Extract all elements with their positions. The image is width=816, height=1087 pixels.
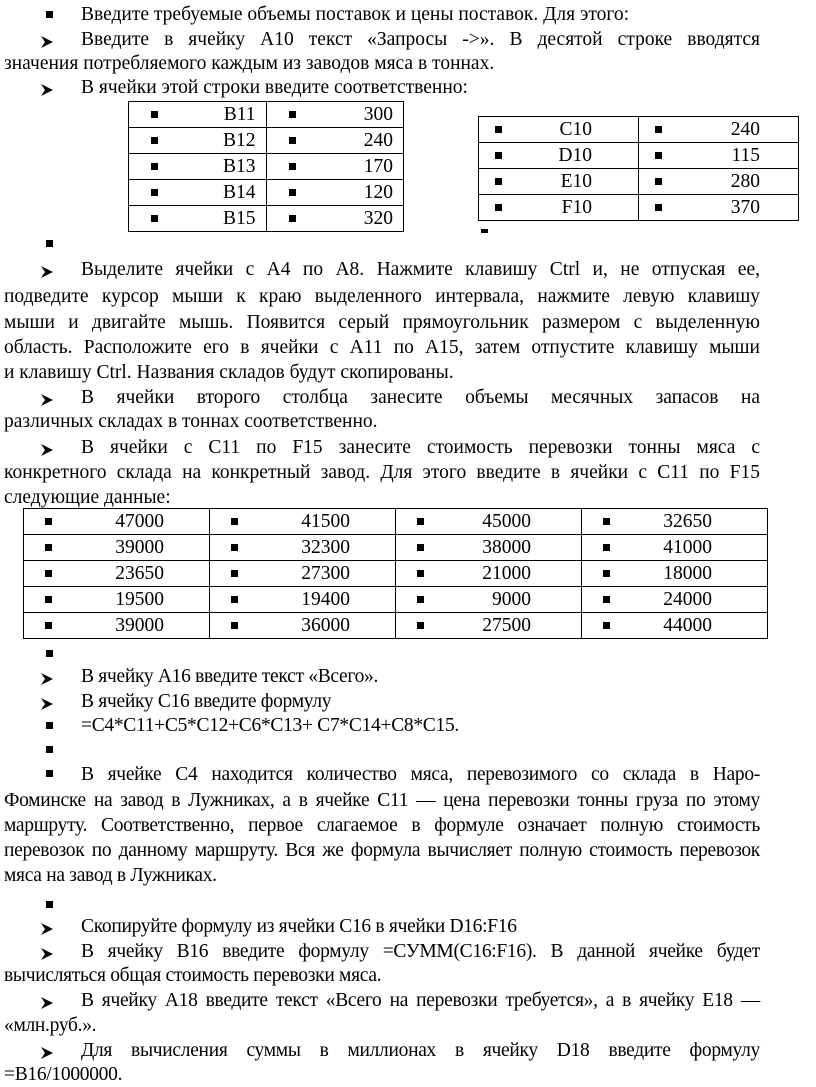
table-cell (129, 154, 267, 180)
arrow-bullet-icon (40, 443, 54, 457)
arrow-bullet-icon (40, 996, 54, 1010)
table-row (479, 169, 799, 195)
square-bullet-icon (46, 11, 53, 18)
para-c4-line5: мяса на завод в Лужниках. (4, 865, 217, 886)
square-bullet-icon (417, 518, 424, 525)
square-bullet-icon (481, 229, 488, 233)
square-bullet-icon (46, 901, 53, 908)
square-bullet-icon (495, 204, 502, 211)
line-intro: Введите требуемые объемы поставок и цены поставок. Для этого: (81, 4, 630, 25)
table-row (479, 143, 799, 169)
square-bullet-icon (45, 570, 52, 577)
para-costs-line3: следующие данные: (4, 487, 171, 508)
arrow-bullet-icon (40, 265, 54, 279)
table-cell (479, 195, 639, 221)
cell-value: 19400 (301, 589, 350, 610)
para-costs-line1: В ячейки с C11 по F15 занесите стоимость перевозки тонны мяса с (81, 437, 760, 458)
table-cell (639, 169, 799, 195)
cell-value: F10 (561, 197, 592, 218)
cell-value: D10 (558, 145, 592, 166)
para-a10-line1: Введите в ячейку A10 текст «Запросы ->». В десятой строке вводятся (81, 29, 760, 50)
square-bullet-icon (151, 163, 158, 170)
table-cell (479, 169, 639, 195)
table-cell (396, 535, 582, 561)
cell-value: 41500 (301, 511, 350, 532)
para-select-line5: и клавишу Ctrl. Названия складов будут скопированы. (4, 362, 454, 383)
square-bullet-icon (231, 596, 238, 603)
cell-value: 44000 (663, 615, 712, 636)
table-row (129, 102, 404, 128)
table-cell (639, 195, 799, 221)
square-bullet-icon (603, 518, 610, 525)
table-cell (24, 613, 210, 639)
table-b-cells (128, 101, 404, 232)
para-b16-line1: В ячейку B16 введите формулу =СУММ(C16:F16). В данной ячейке будет (81, 941, 760, 962)
table-cell (210, 587, 396, 613)
table-cell (266, 154, 404, 180)
square-bullet-icon (46, 650, 53, 657)
cell-value: C10 (559, 119, 592, 140)
para-c4-line4: перевозок по данному маршруту. Вся же формула вычисляет полную стоимость перевозок (4, 840, 760, 861)
square-bullet-icon (289, 137, 296, 144)
square-bullet-icon (151, 215, 158, 222)
table-cell (582, 587, 768, 613)
cell-value: B12 (222, 130, 256, 151)
table-row (129, 128, 404, 154)
square-bullet-icon (655, 204, 662, 211)
table-cost-cells (23, 508, 768, 639)
cell-value: 170 (363, 156, 393, 177)
table-cell (582, 509, 768, 535)
para-select-line1: Выделите ячейки с A4 по A8. Нажмите клавишу Ctrl и, не отпуская ее, (81, 259, 760, 280)
cell-value: 21000 (482, 563, 531, 584)
table-cell (266, 128, 404, 154)
square-bullet-icon (151, 137, 158, 144)
square-bullet-icon (495, 152, 502, 159)
table-cell (266, 102, 404, 128)
table-cell (396, 587, 582, 613)
cell-value: 36000 (301, 615, 350, 636)
table-row (129, 180, 404, 206)
square-bullet-icon (417, 596, 424, 603)
para-d18-line2: =B16/1000000. (4, 1064, 123, 1085)
square-bullet-icon (603, 570, 610, 577)
table-row (24, 509, 768, 535)
cell-value: B13 (222, 156, 256, 177)
table-row (479, 117, 799, 143)
square-bullet-icon (289, 215, 296, 222)
cell-value: 370 (730, 197, 760, 218)
cell-value: B14 (222, 182, 256, 203)
cell-value: 120 (363, 182, 393, 203)
table-cell (266, 206, 404, 232)
cell-value: 27500 (482, 615, 531, 636)
cell-value: 280 (730, 171, 760, 192)
para-c4-line3: маршруту. Соответственно, первое слагаемое в формуле означает полную стоимость (4, 815, 760, 836)
para-a18-line1: В ячейку A18 введите текст «Всего на перевозки требуется», а в ячейку E18 — (81, 990, 760, 1011)
cell-value: 39000 (115, 537, 164, 558)
table-row (24, 613, 768, 639)
table-cell (639, 143, 799, 169)
cell-value: 39000 (115, 615, 164, 636)
table-cell (582, 535, 768, 561)
para-copy-formula: Скопируйте формулу из ячейки C16 в ячейки D16:F16 (81, 916, 517, 937)
arrow-bullet-icon (40, 1046, 54, 1060)
cell-value: 41000 (663, 537, 712, 558)
cell-value: 320 (363, 208, 393, 229)
square-bullet-icon (231, 544, 238, 551)
square-bullet-icon (45, 596, 52, 603)
square-bullet-icon (231, 570, 238, 577)
square-bullet-icon (151, 189, 158, 196)
square-bullet-icon (289, 111, 296, 118)
table-cell (24, 535, 210, 561)
cell-value: 45000 (482, 511, 531, 532)
square-bullet-icon (417, 544, 424, 551)
square-bullet-icon (495, 178, 502, 185)
square-bullet-icon (231, 622, 238, 629)
arrow-bullet-icon (40, 35, 54, 49)
para-costs-line2: конкретного склада на конкретный завод. Для этого введите в ячейки с C11 по F15 (4, 462, 760, 483)
cell-value: 27300 (301, 563, 350, 584)
para-second-column-line2: различных складах в тоннах соответственно. (4, 411, 378, 432)
table-cell (582, 613, 768, 639)
arrow-bullet-icon (40, 393, 54, 407)
table-row (24, 587, 768, 613)
cell-value: 23650 (115, 563, 164, 584)
cell-value: B15 (222, 208, 256, 229)
table-row (479, 195, 799, 221)
table-cell (396, 561, 582, 587)
cell-value: 32300 (301, 537, 350, 558)
table-cell (24, 561, 210, 587)
square-bullet-icon (289, 189, 296, 196)
cell-value: 240 (363, 130, 393, 151)
cell-value: 115 (731, 145, 760, 166)
formula-c16: =C4*C11+C5*C12+C6*C13+ C7*C14+C8*C15. (81, 715, 459, 736)
arrow-bullet-icon (40, 83, 54, 97)
table-cell (266, 180, 404, 206)
square-bullet-icon (46, 240, 53, 247)
square-bullet-icon (231, 518, 238, 525)
square-bullet-icon (46, 722, 53, 729)
cell-value: 24000 (663, 589, 712, 610)
square-bullet-icon (655, 152, 662, 159)
table-cell (582, 561, 768, 587)
para-a18-line2: «млн.руб.». (4, 1015, 97, 1036)
cell-value: 18000 (663, 563, 712, 584)
table-cell (129, 180, 267, 206)
square-bullet-icon (45, 544, 52, 551)
square-bullet-icon (46, 746, 53, 753)
cell-value: 47000 (115, 511, 164, 532)
square-bullet-icon (495, 126, 502, 133)
square-bullet-icon (655, 178, 662, 185)
square-bullet-icon (289, 163, 296, 170)
arrow-bullet-icon (40, 697, 54, 711)
cell-value: 19500 (115, 589, 164, 610)
table-cell (639, 117, 799, 143)
square-bullet-icon (45, 622, 52, 629)
square-bullet-icon (417, 570, 424, 577)
square-bullet-icon (151, 111, 158, 118)
table-cell (210, 509, 396, 535)
table-row (24, 561, 768, 587)
table-cell (24, 509, 210, 535)
para-c4-line1: В ячейке C4 находится количество мяса, перевозимого со склада в Наро- (81, 764, 760, 785)
para-d18-line1: Для вычисления суммы в миллионах в ячейку D18 введите формулу (81, 1040, 760, 1061)
arrow-bullet-icon (40, 922, 54, 936)
table-cell (24, 587, 210, 613)
square-bullet-icon (417, 622, 424, 629)
square-bullet-icon (603, 544, 610, 551)
table-cell (129, 102, 267, 128)
cell-value: 9000 (492, 589, 531, 610)
para-select-line4: область. Расположите его в ячейки с A11 по A15, затем отпустите клавишу мыши (4, 337, 760, 358)
table-cell (210, 561, 396, 587)
para-a16: В ячейку A16 введите текст «Всего». (81, 666, 379, 687)
square-bullet-icon (45, 518, 52, 525)
square-bullet-icon (46, 770, 53, 777)
table-cell (210, 535, 396, 561)
arrow-bullet-icon (40, 672, 54, 686)
table-cell (210, 613, 396, 639)
para-b16-line2: вычисляться общая стоимость перевозки мяса. (4, 965, 382, 986)
table-c-cells (478, 116, 799, 221)
cell-value: 300 (363, 104, 393, 125)
table-cell (129, 206, 267, 232)
cell-value: B11 (223, 104, 256, 125)
para-a10-line2: значения потребляемого каждым из заводов мяса в тоннах. (4, 53, 495, 74)
table-cell (396, 613, 582, 639)
table-row (129, 206, 404, 232)
table-cell (479, 143, 639, 169)
table-row (129, 154, 404, 180)
table-cell (396, 509, 582, 535)
square-bullet-icon (603, 622, 610, 629)
cell-value: 240 (730, 119, 760, 140)
para-select-line2: подведите курсор мыши к краю выделенного интервала, нажмите левую клавишу (4, 286, 760, 307)
para-select-line3: мыши и двигайте мышь. Появится серый прямоугольник размером с выделенную (4, 312, 760, 333)
table-cell (129, 128, 267, 154)
square-bullet-icon (603, 596, 610, 603)
cell-value: 32650 (663, 511, 712, 532)
table-row (24, 535, 768, 561)
para-c16: В ячейку C16 введите формулу (81, 691, 332, 712)
cell-value: E10 (560, 171, 592, 192)
arrow-bullet-icon (40, 947, 54, 961)
para-c4-line2: Фоминске на завод в Лужниках, а в ячейке C11 — цена перевозки тонны груза по этому (4, 790, 760, 811)
para-second-column-line1: В ячейки второго столбца занесите объемы месячных запасов на (81, 387, 760, 408)
table-cell (479, 117, 639, 143)
cell-value: 38000 (482, 537, 531, 558)
line-enter-cells: В ячейки этой строки введите соответственно: (81, 77, 468, 98)
square-bullet-icon (655, 126, 662, 133)
